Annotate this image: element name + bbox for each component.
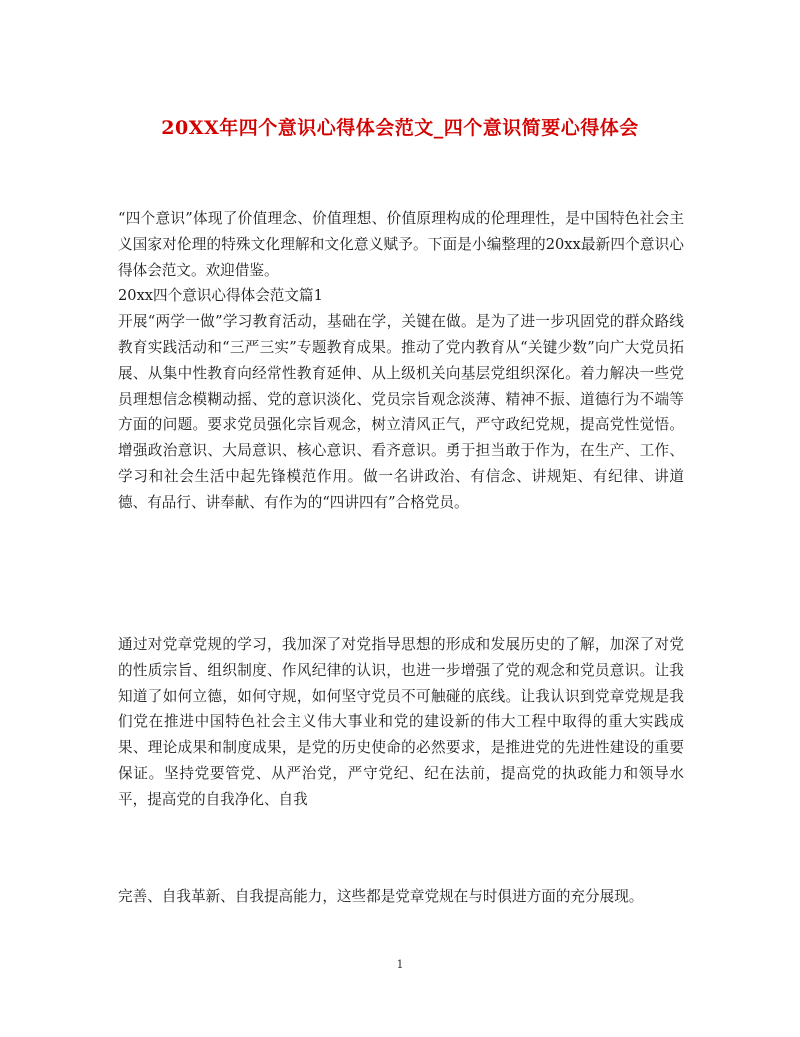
document-title: 20XX年四个意识心得体会范文_四个意识简要心得体会 (161, 117, 639, 139)
intro-block (118, 206, 684, 516)
paragraph-1: 开展“两学一做”学习教育活动，基础在学，关键在做。是为了进一步巩固党的群众路线教育实践活动和“三严三实”专题教育成果。推动了党内教育从“关键少数”向广大党员拓展、从集中性教育向经常性教育延伸、从上级机关向基层党组织深化。着力解决一些党员理想信念模糊动摇、党的意识淡化、党员宗旨观念淡薄、精神不振、道德行为不端等方面的问题。要求党员强化宗旨观念，树立清风正气，严守政纪党规，提高党性觉悟。增强政治意识、大局意识、核心意识、看齐意识。勇于担当敢于作为，在生产、工作、学习和社会生活中起先锋模范作用。做一名讲政治、有信念、讲规矩、有纪律、讲道德、有品行、讲奉献、有作为的“四讲四有”合格党员。 (118, 313, 684, 511)
section-heading: 20xx四个意识心得体会范文篇1 (118, 287, 323, 305)
paragraph-2: 通过对党章党规的学习，我加深了对党指导思想的形成和发展历史的了解，加深了对党的性质宗旨、组织制度、作风纪律的认识，也进一步增强了党的观念和党员意识。让我知道了如何立德，如何守规，如何坚守党员不可触碰的底线。让我认识到党章党规是我们党在推进中国特色社会主义伟大事业和党的建设新的伟大工程中取得的重大实践成果、理论成果和制度成果，是党的历史使命的必然要求，是推进党的先进性建设的重要保证。坚持党要管党、从严治党，严守党纪、纪在法前，提高党的执政能力和领导水平，提高党的自我净化、自我 (118, 636, 684, 808)
intro-paragraph: “四个意识”体现了价值理念、价值理想、价值原理构成的伦理理性，是中国特色社会主义国家对伦理的特殊文化理解和文化意义赋予。下面是小编整理的20xx最新四个意识心得体会范文。欢迎借鉴。 (118, 210, 684, 279)
page-number: 1 (396, 958, 404, 971)
paragraph-3: 完善、自我革新、自我提高能力，这些都是党章党规在与时俱进方面的充分展现。 (118, 888, 644, 905)
paragraph-3-block (118, 884, 684, 910)
paragraph-2-block (118, 632, 684, 813)
